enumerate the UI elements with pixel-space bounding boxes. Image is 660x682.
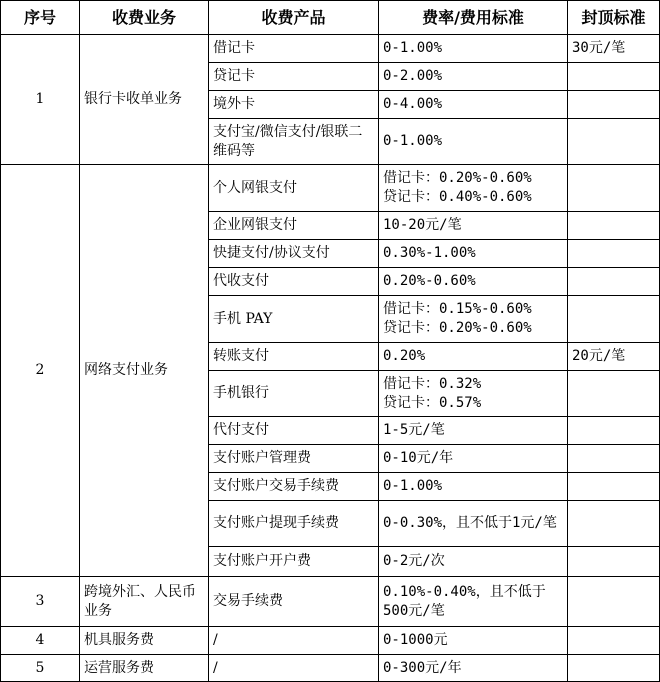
rate-cell: 0-0.30%，且不低于1元/笔 xyxy=(379,501,568,547)
group-business: 网络支付业务 xyxy=(80,165,209,577)
rate-line: 贷记卡：0.40%-0.60% xyxy=(383,189,532,205)
rate-cell: 0.10%-0.40%，且不低于500元/笔 xyxy=(379,577,568,627)
cap-cell xyxy=(568,165,660,212)
product-cell: / xyxy=(209,627,379,655)
cap-cell xyxy=(568,296,660,343)
cap-cell xyxy=(568,119,660,165)
header-rate: 费率/费用标准 xyxy=(379,1,568,35)
table-row xyxy=(1,627,660,655)
product-cell: 转账支付 xyxy=(209,343,379,371)
rate-line: 借记卡：0.20%-0.60% xyxy=(383,170,532,186)
cap-cell xyxy=(568,445,660,473)
cap-cell xyxy=(568,212,660,240)
table-row xyxy=(1,655,660,682)
product-cell: 手机银行 xyxy=(209,371,379,417)
rate-cell: 0-300元/年 xyxy=(379,655,568,682)
rate-cell: 0-1.00% xyxy=(379,119,568,165)
cap-cell xyxy=(568,91,660,119)
product-cell: 企业网银支付 xyxy=(209,212,379,240)
header-no: 序号 xyxy=(1,1,80,35)
cap-cell xyxy=(568,577,660,627)
header-cap: 封顶标准 xyxy=(568,1,660,35)
rate-cell: 0-2元/次 xyxy=(379,547,568,577)
cap-cell xyxy=(568,473,660,501)
rate-cell: 0.20% xyxy=(379,343,568,371)
cap-cell xyxy=(568,417,660,445)
rate-cell xyxy=(379,371,568,417)
product-cell: 境外卡 xyxy=(209,91,379,119)
product-cell: 支付账户管理费 xyxy=(209,445,379,473)
group-business: 机具服务费 xyxy=(80,627,209,655)
product-cell: / xyxy=(209,655,379,682)
cap-cell xyxy=(568,371,660,417)
table-row xyxy=(1,35,660,63)
header-row xyxy=(1,1,660,35)
group-no: 3 xyxy=(1,577,80,627)
rate-cell: 0-10元/年 xyxy=(379,445,568,473)
rate-cell: 0-1.00% xyxy=(379,35,568,63)
group-business: 跨境外汇、人民币业务 xyxy=(80,577,209,627)
header-business: 收费业务 xyxy=(80,1,209,35)
product-cell: 代付支付 xyxy=(209,417,379,445)
rate-cell: 0-4.00% xyxy=(379,91,568,119)
group-business: 银行卡收单业务 xyxy=(80,35,209,165)
rate-cell xyxy=(379,165,568,212)
rate-cell: 1-5元/笔 xyxy=(379,417,568,445)
product-cell: 支付宝/微信支付/银联二维码等 xyxy=(209,119,379,165)
product-cell: 支付账户交易手续费 xyxy=(209,473,379,501)
rate-cell xyxy=(379,296,568,343)
rate-cell: 0-2.00% xyxy=(379,63,568,91)
cap-cell xyxy=(568,240,660,268)
rate-line: 借记卡：0.32% xyxy=(383,375,482,392)
group-no: 1 xyxy=(1,35,80,165)
cap-cell xyxy=(568,655,660,682)
table-row xyxy=(1,165,660,212)
group-no: 2 xyxy=(1,165,80,577)
product-cell: 手机 PAY xyxy=(209,296,379,343)
product-cell: 交易手续费 xyxy=(209,577,379,627)
rate-line: 贷记卡：0.57% xyxy=(383,394,482,411)
product-cell: 快捷支付/协议支付 xyxy=(209,240,379,268)
rate-cell: 0.30%-1.00% xyxy=(379,240,568,268)
cap-cell xyxy=(568,547,660,577)
rate-cell: 0-1000元 xyxy=(379,627,568,655)
product-cell: 支付账户提现手续费 xyxy=(209,501,379,547)
group-no: 5 xyxy=(1,655,80,682)
rate-cell: 0.20%-0.60% xyxy=(379,268,568,296)
cap-cell xyxy=(568,627,660,655)
cap-cell xyxy=(568,268,660,296)
group-no: 4 xyxy=(1,627,80,655)
rate-cell: 0-1.00% xyxy=(379,473,568,501)
product-cell: 借记卡 xyxy=(209,35,379,63)
header-product: 收费产品 xyxy=(209,1,379,35)
cap-cell: 30元/笔 xyxy=(568,35,660,63)
product-cell: 个人网银支付 xyxy=(209,165,379,212)
rate-line: 借记卡：0.15%-0.60% xyxy=(383,301,532,317)
product-cell: 贷记卡 xyxy=(209,63,379,91)
cap-cell xyxy=(568,63,660,91)
rate-line: 贷记卡：0.20%-0.60% xyxy=(383,320,532,336)
table-row xyxy=(1,577,660,627)
product-cell: 代收支付 xyxy=(209,268,379,296)
rate-cell: 10-20元/笔 xyxy=(379,212,568,240)
cap-cell xyxy=(568,501,660,547)
product-cell: 支付账户开户费 xyxy=(209,547,379,577)
group-business: 运营服务费 xyxy=(80,655,209,682)
cap-cell: 20元/笔 xyxy=(568,343,660,371)
